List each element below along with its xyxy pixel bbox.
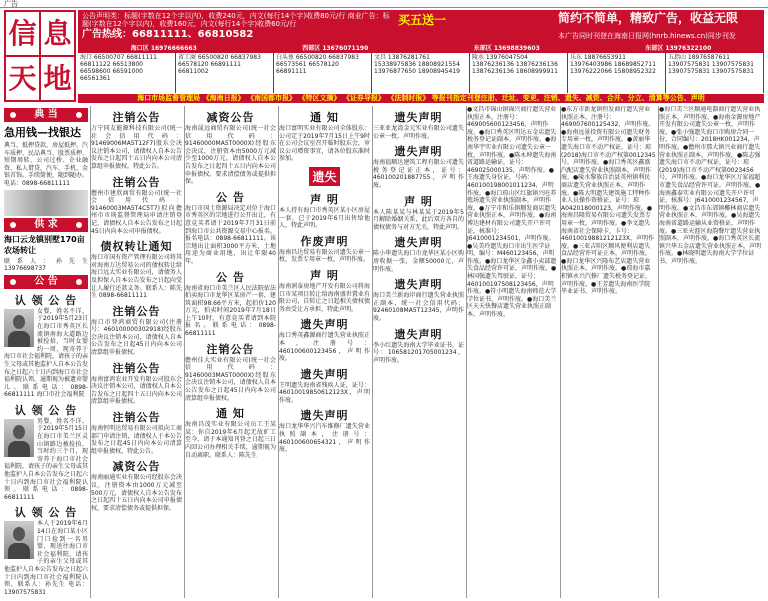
notice-title: 遗失声明 [394, 236, 443, 250]
ad-hotline: 广告热线：66811111、66810582 [82, 29, 254, 40]
notice-body: 海口龙华华兴汽车维修厂遗失营业执照副本，注册号：460100600654321，声明作废。 [279, 423, 370, 454]
notice-title: 遗失声明 [300, 318, 349, 332]
column-b [90, 106, 182, 598]
notice-body: 海口富明实业有限公司全体股东：公司定于2019年7月15日上午9时在公司会议室召开临时股东会，审议公司增资事宜，请各位股东准时参加。 [279, 125, 370, 163]
section-bar-supply: 供 求 [4, 218, 88, 232]
infant-photo [4, 309, 34, 347]
column-h [658, 106, 764, 598]
notice-body: 海口秀英鑫源商行遗失营业执照正本，注册号：460100600123456，声明作废。 [279, 332, 370, 363]
header-banner [78, 10, 764, 45]
directory-col: 省工商 66500820 66837983 66578120 66891111 66811002 [176, 53, 274, 93]
notice-body: 海南丽通实业有限公司经股东会决议，注册资本由1000万元减至500万元，请债权人自本公告发布之日起四十五日内向本公司申报债权，要求清偿债务或提供担保。 [91, 474, 182, 512]
notice-body: 三亚亚龙湾金元实业有限公司遗失公章一枚，声明作废。 [373, 125, 464, 140]
notice-title: 声 明 [310, 192, 339, 206]
pricing-info: 公告声明类：标题(字数在12个字以内)，收费240元，内文(每行14个字)收费80元/行 商业广告：标题(字数在12个字以内)，收费160元，内文(每行14个字)收费60元/行 [82, 12, 390, 28]
notice-body: 儋州佳大实业有限公司(统一社会信用代码：91460003MA5T0000X)经股东会决议注销本公司，请债权人自本公告发布之日起45日内向本公司清算组申报债权。 [185, 356, 276, 402]
column-g [560, 106, 656, 598]
header-slogan: 简约不简单，精致广告，收益无限 [558, 11, 739, 25]
notice-body: 海口市登鸿商贸有限公司(注册号：460100000302918)经股东会决议注销本公司，请债权人自本公告发布之日起45日内向本公司清算组申报债权。 [91, 318, 182, 357]
region-head: 西部区 13676071190 [302, 45, 369, 52]
promo-label: 买五送一 [398, 13, 447, 27]
directory-col: 乐东 18876653911 13976403986 18689852711 13976222066 15808952322 [568, 53, 666, 93]
notice-title: 遗失声明 [394, 111, 443, 124]
notice-title: 注销公告 [112, 304, 161, 318]
infant-photo [4, 419, 34, 457]
notice-title: 减资公告 [112, 460, 161, 474]
lost-notice-list: ●东方市新龙镇恒发商行遗失营业执照正本，注册号：469007600125432，声明作废。●海南远景投资有限公司遗失财务专用章一枚，声明作废。●黄丽华遗失海口市不动产权证，证号：琼(2018)海口市不动产权第0012345号，声明作废。●海口秀英区鑫盛汽配店遗失营业执照副本，声明作废。●陵水黎族自治县英州镇利民商店遗失营业执照正本，声明作废。●陈大明遗失建筑施工特种作业人员操作资格证，证号：琼A042018000123，声明作废。●海南昌隆贸易有限公司遗失发票专用章一枚，声明作废。●李文遗失海南省社会保障卡，卡号：46010019881212123X，声明作废。●三亚吉阳区顺风便利店遗失食品经营许可证正本，声明作废。●海口龙华区兴隆布艺店遗失营业执照正本，声明作废。●琼海市嘉积镇永兴汽修厂遗失税务登记证，声明作废。●王芳遗失海南医学院毕业证书，声明作废。 [561, 106, 656, 296]
notice-body: 女婴，姓名不详，于2019年5月23日在海口市秀英区长流镇南海大道路边被捡拾，当时女婴约一周，现寄养于海口市社会福利院，请孩子的亲生父母或其他监护人自本公告发布之日起六十日内到海口市社会福利院认领，逾期视为被遗弃婴儿。联系电话：0898-66811111 海口市社会福利院 [4, 307, 88, 399]
notice-title: 遗失声明 [300, 409, 349, 423]
notice-body: 男婴，姓名不详，于2019年5月15日在海口市美兰区灵山镇路边被捡拾，当时约三个月，现寄养于海口市社会福利院，请孩子的亲生父母或其他监护人自本公告发布之日起六十日内到海口市社会福利院认领。联系电话：0898-66811111 [4, 417, 88, 501]
slogan-bar: 海口市场监督管理局 《海南日报》 《南国都市报》 《特区文摘》 《证券导报》 《法制时报》 等报刊指定刊登注册、迁址、变更、注销、遗失、减资、合并、分立、清算等公告、声明 [78, 94, 764, 103]
notice-title: 遗失声明 [394, 145, 443, 159]
newspaper-logo [4, 10, 76, 102]
notice-body: 儋州市建欣商贸有限公司(统一社会信用代码：91460003MA5T4C5T7)拟向儋州市市场监督管理局申请注销登记，请债权人自本公告发布之日起45日内向本公司申报债权。 [91, 189, 182, 235]
section-bar-notice: 公 告 [4, 275, 88, 289]
notice-title: 注销公告 [206, 342, 255, 356]
notice-body: 海南昌茂实业有限公司员工王某某：你自2019年6月起无故旷工至今，请于本通知刊登之日起三日内回公司办理相关手续，逾期视为自动离职。联系人：陈先生 [185, 421, 276, 459]
notice-title: 作废声明 [300, 234, 349, 248]
region-head: 东部区 13698839603 [473, 45, 540, 52]
notice-title: 遗失声明 [300, 367, 349, 381]
notice-title: 认 领 公 告 [14, 403, 78, 417]
notice-title: 遗失声明 [394, 278, 443, 292]
lost-stamp: 遗失 [309, 167, 339, 186]
notice-body: 海口美兰新海岸商行遗失营业执照正副本，统一社会信用代码：92460108MA5T12345，声明作废。 [373, 292, 464, 322]
column-c [184, 106, 276, 598]
notice-title: 公 告 [216, 190, 245, 204]
logo-char: 息 [41, 12, 74, 55]
notice-body: 海口市国有资产管理有限公司将其对海南万达贸易公司的债权转让给海口远大实业有限公司，请债务人及担保人自本公告发布之日起向受让人履行还款义务。联系人：陈先生 0898-66811111 [91, 254, 182, 300]
notice-title: 认 领 公 告 [14, 506, 78, 520]
notice-body: 海口市国土资源局决定对位于海口市秀英区的宗地进行公开出让，有意竞买者请于2019年7月31日前到海口市公共资源交易中心报名。报名电话：0898-66811111。该宗地出让面积3000平方米，土地用途为商业用地，出让年限40年。 [185, 204, 276, 265]
notice-body: 海南昌达贸易有限公司遗失公章一枚，发票专用章一枚，声明作废。 [279, 248, 370, 264]
logo-char: 天 [6, 57, 39, 100]
notice-title: 债权转让通知 [100, 240, 173, 254]
notice-title: 注销公告 [112, 361, 161, 375]
ad-body: 联系人：孙先生 13976698737 [4, 257, 88, 273]
notice-title: 遗失声明 [394, 327, 443, 341]
notice-title: 注销公告 [112, 111, 161, 124]
column-classifieds [4, 106, 88, 598]
notice-body: 万宁同友能源科技有限公司(统一社会信用代码：91469006MA5T12F7)股东会决议注销本公司，请债权人自本公告发布之日起四十五日内向本公司清算组申报债权。特此公告。 [91, 125, 182, 170]
notice-body: 海南福顺达建筑工程有限公司遗失税务登记证正本，证号：460100201887755，声明作废。 [373, 159, 464, 189]
header-sub: 本广告同时刊登在海南日报网(hnrb.hinews.cn)同步刊发 [558, 32, 736, 40]
notice-title: 声 明 [310, 268, 339, 282]
notice-body: 海南晟远商贸有限公司(统一社会信用代码：91460000MA5T0000X)经股东会决议，注册资本由5000万元减少至1000万元，请债权人自本公告发布之日起四十五日内向本公司申报债权，要求清偿债务或提供担保。 [185, 125, 276, 186]
notice-body: 陈小华遗失海口市龙华区某小区购房收据一张，金额50000元，声明作废。 [373, 250, 464, 273]
notice-title: 注销公告 [112, 175, 161, 189]
directory-col: 陵水 13976047504 13876236136 13876236136 13876236136 18608999911 [470, 53, 568, 93]
ad-title: 急用钱—找银达 [4, 126, 81, 139]
handshake-image [4, 190, 88, 216]
notice-title: 注销公告 [112, 411, 161, 425]
section-bar-pawn: 典 当 [4, 108, 88, 122]
agent-directory [78, 45, 764, 93]
directory-col: 海口 66500707 66811111 66811122 66513800 66598600 66591000 66561361 [78, 53, 176, 93]
notice-title: 通 知 [216, 407, 245, 421]
logo-char: 信 [6, 12, 39, 55]
logo-char: 地 [41, 57, 74, 100]
top-line: 广告 [0, 0, 768, 8]
column-e [372, 106, 464, 598]
notice-body: 王明遗失海南省残疾人证，证号：46010019850612123X，声明作废。 [279, 381, 370, 404]
notice-body: 海南恒明达贸易有限公司拟向工商部门申请注销，请债权人于本公告发布之日起45日内向本公司清算组申报债权，特此公告。 [91, 425, 182, 455]
lost-notice-list: ●文昌市锦山镇锦兴商行遗失营业执照正本，注册号：469005600123456，声明作废。●海口秀英区明达五金店遗失税务登记证副本，声明作废。●海南华宇实业有限公司遗失公章一枚，声明作废。●陈永坤遗失海南省道路运输证，证号：469025000135，声明作废。●王海遗失身份证，号码：460100198001011234，声明作废。●海口琼山区红旗镇兴旺养殖场遗失营业执照副本，声明作废。●万宁市和乐镇顺发商店遗失营业执照正本，声明作废。●海南博达建材有限公司遗失开户许可证，核准号：J6410001234501，声明作废。●吴美玲遗失海口市出生医学证明，编号：M460123456，声明作废。●海口龙华区金鑫小卖部遗失食品经营许可证，声明作废。●林国强遗失驾驶证，证号：460100197508123456，声明作废。●符小明遗失海南师范大学学位证书，声明作废。●海口美兰区天天快餐店遗失营业执照正副本，声明作废。 [467, 106, 557, 319]
directory-col: 五指山 18976587611 13907575831 13907575831 13907575831 13907575831 [666, 53, 764, 93]
notice-title: 公 告 [216, 270, 245, 284]
notice-title: 声 明 [404, 194, 433, 208]
notice-body: 海南润泰房地产开发有限公司将海口市某项目转让给海南盛世置业有限公司，自转让之日起相关债权债务由受让方承担，特此声明。 [279, 282, 370, 313]
notice-title: 减资公告 [206, 111, 255, 124]
column-f [466, 106, 558, 598]
notice-body: 本人陈某某与林某某于2019年5月解除婚姻关系，此后双方各自的债权债务与对方无关，特此声明。 [373, 208, 464, 231]
region-head: 海口区 16976666663 [130, 45, 197, 52]
notice-body: 海南省海口市美兰区人民法院依法拍卖海口市龙华区某房产一套，建筑面积98.66平方米，起拍价120万元，拍卖时间2019年7月18日上午10时，有意竞买者请到本院报名。联系电话：0898-66811111 [185, 284, 276, 338]
notice-body: 本人持有海口市秀英区某小区房屋一套，已于2019年6月出售给他人，特此声明。 [279, 206, 370, 230]
notice-body: 海南富鸿农业开发有限公司股东会决议注销本公司，请债权人自本公告发布之日起四十五日内向本公司清算组申报债权。 [91, 375, 182, 406]
notice-body: 本人于2019年6月14日在海口某小区门口捡到一名男婴，现送往海口市社会福利院，请孩子的亲生父母或其他监护人自本公告发布之日起六十日内到海口市社会福利院认领，联系人：孙先生 电话：13907575831 [4, 520, 88, 596]
notice-title: 认 领 公 告 [14, 293, 78, 307]
lost-notice-list: ●海口美兰区顺通电器商行遗失营业执照正本，声明作废。●海南金源房地产开发有限公司遗失公章一枚，声明作废。●张小强遗失海口市购房合同一份，合同编号：2018HK001234，声明作废。●儋州市那大镇兴业商行遗失营业执照正副本，声明作废。●陈志强遗失海口市不动产权证，证号：琼(2019)海口市不动产权第0023456号，声明作废。●海口龙华区万家福超市遗失食品经营许可证，声明作废。●海南鑫泰实业有限公司遗失开户许可证，核准号：J6410001234567，声明作废。●文昌市东郊镇椰林商店遗失营业执照正本，声明作废。●吴海遗失海南省道路运输从业资格证，声明作废。●三亚天涯区海韵餐厅遗失营业执照副本，声明作废。●海口秀英区长流镇兴华五金店遗失营业执照正本，声明作废。●林晓明遗失海南大学学位证书，声明作废。 [659, 106, 762, 265]
ad-body: 典当、抵押贷款、房屋抵押、汽车质押、民品典当、股票质押、短期周转、公司过桥、企业融资、私人借贷，汽车、手机、金银首饰。手续简便，随到随办。电话：0898-66811111 [4, 142, 88, 187]
notice-title: 通 知 [310, 111, 339, 124]
region-head: 东部区 13976322100 [645, 45, 712, 52]
directory-col: 文昌 13876281761 15338975836 18808921554 13976877650 18908945419 [372, 53, 470, 93]
notice-body: 李小红遗失海南大学毕业证书，证号：106581201705001234，声明作废。 [373, 341, 464, 364]
directory-col: 白头鱼 66500820 66837983 66573561 66578120 66891111 [274, 53, 372, 93]
infant-photo [4, 521, 34, 559]
ad-title: 海口云龙镇别墅170亩农场转让 [4, 234, 85, 255]
column-d [278, 106, 370, 598]
